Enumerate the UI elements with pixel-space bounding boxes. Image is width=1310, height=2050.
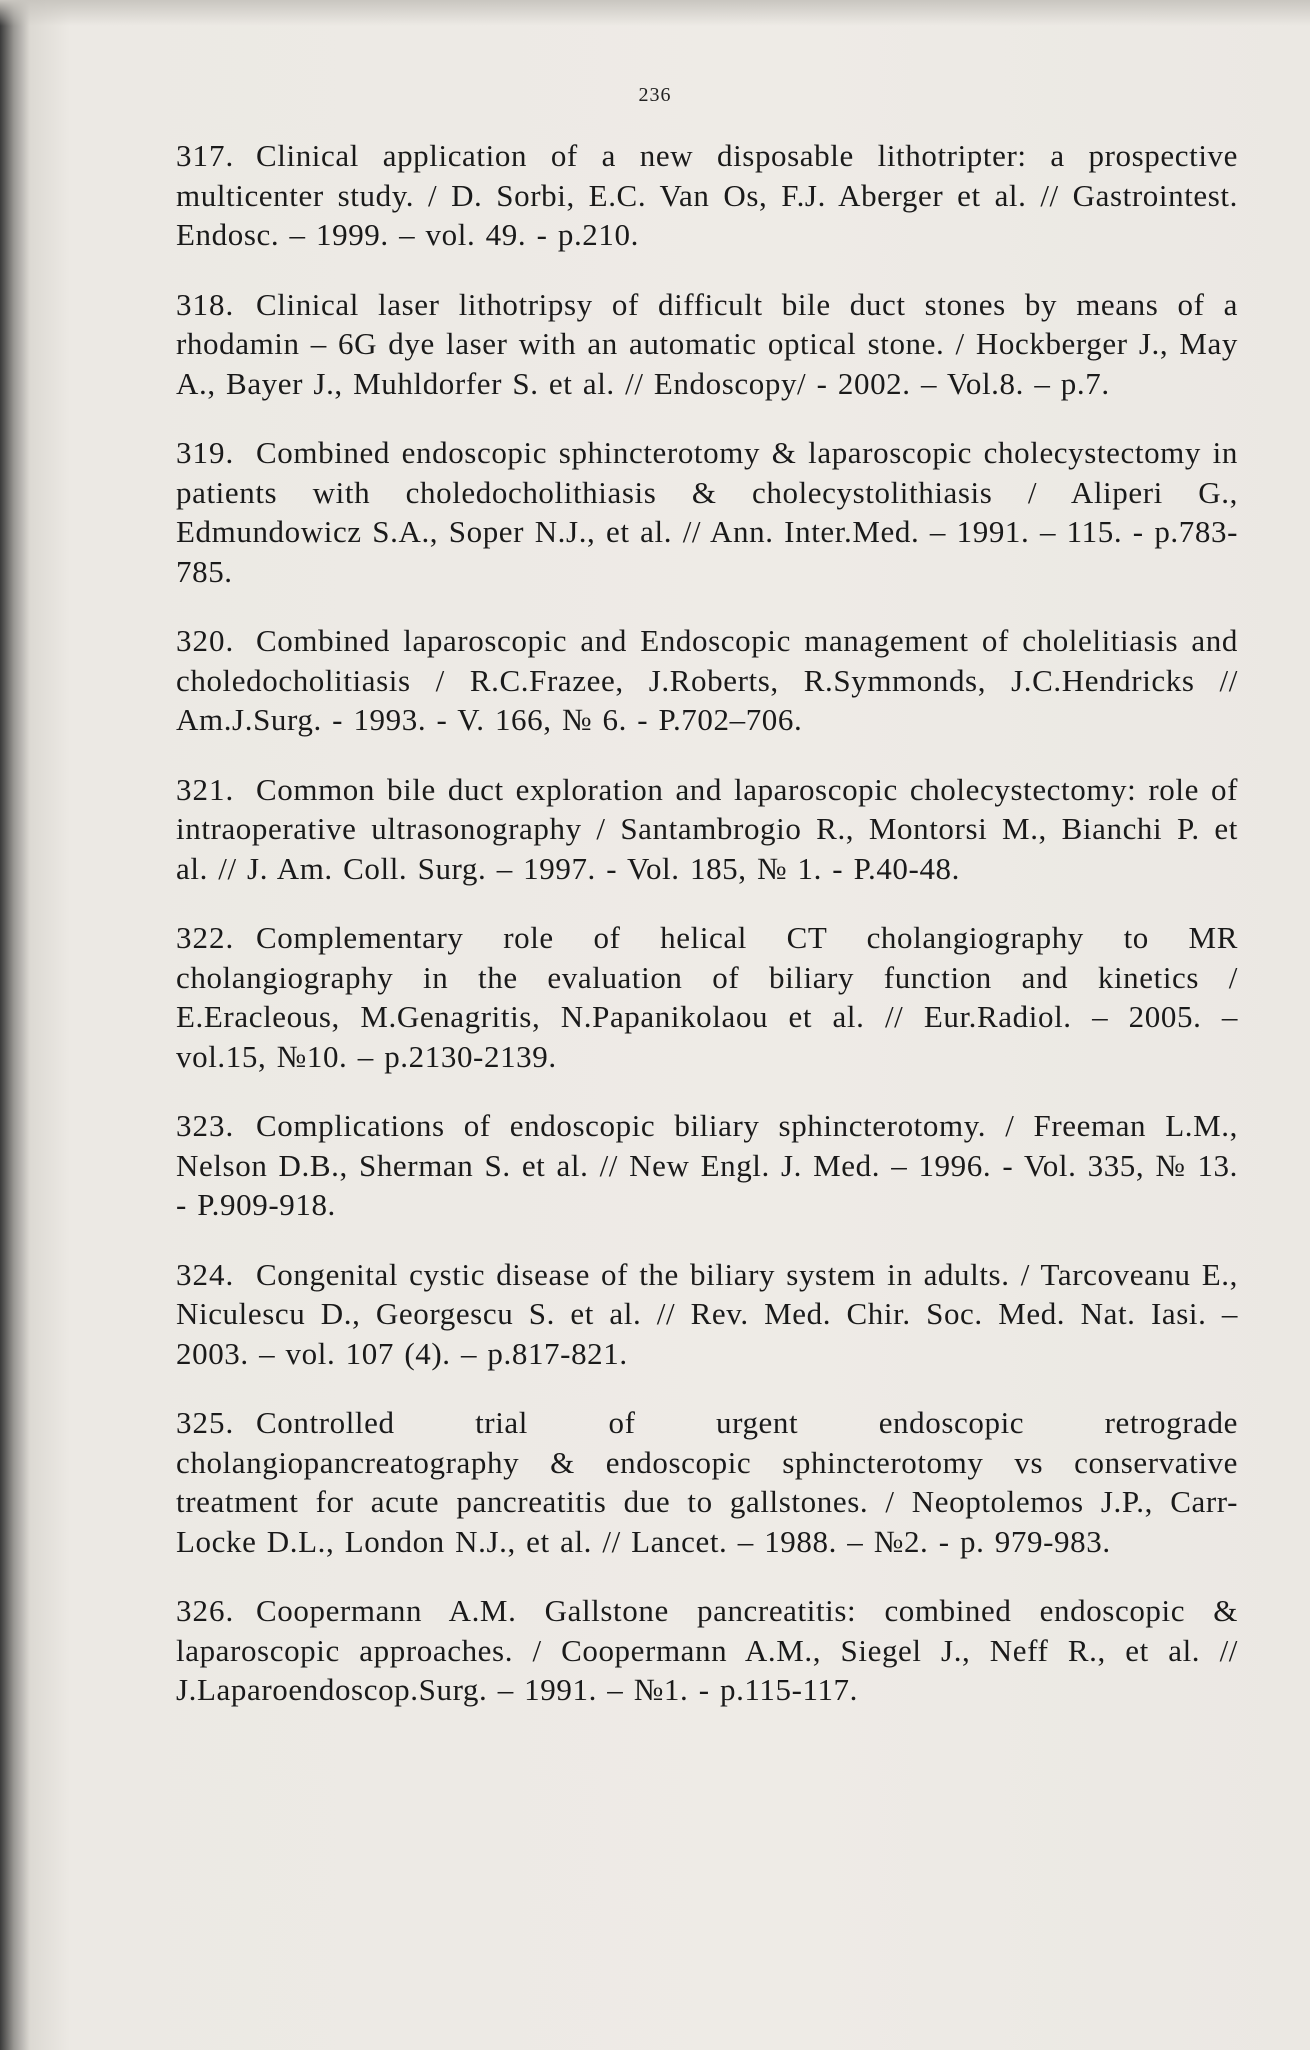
reference-item bbox=[176, 1255, 1238, 1374]
reference-item bbox=[176, 770, 1238, 889]
page-number: 236 bbox=[638, 84, 672, 106]
reference-list bbox=[176, 136, 1238, 1740]
reference-number: 321. bbox=[176, 771, 235, 807]
reference-text: Controlled trial of urgent endoscopic retrograde cholangiopancreatography & endoscopic sphincterotomy vs conservative treatment for acute pancreatitis due to gallstones. / Neoptolemos J.P., Carr-Locke D.L., London N.J., et al. // Lancet. – 1988. – №2. - p. 979-983. bbox=[176, 1405, 1238, 1559]
reference-text: Congenital cystic disease of the biliary system in adults. / Tarcoveanu E., Niculescu D., Georgescu S. et al. // Rev. Med. Chir. Soc. Med. Nat. Iasi. – 2003. – vol. 107 (4). – p.817-821. bbox=[176, 1256, 1238, 1371]
reference-text: Coopermann A.M. Gallstone pancreatitis: combined endoscopic & laparoscopic approaches. / Coopermann A.M., Siegel J., Neff R., et al. // J.Laparoendoscop.Surg. – 1991. – №1. - p.115-117. bbox=[176, 1593, 1238, 1707]
reference-text: Complementary role of helical CT cholangiography to MR cholangiography in the evaluation of biliary function and kinetics / E.Eracleous, M.Genagritis, N.Papanikolaou et al. // Eur.Radiol. – 2005. – vol.15, №10. – p.2130-2139. bbox=[176, 920, 1238, 1074]
reference-number: 318. bbox=[176, 286, 235, 322]
reference-text: Clinical application of a new disposable lithotripter: a prospective multicenter study. / D. Sorbi, E.C. Van Os, F.J. Aberger et al. // Gastrointest. Endosc. – 1999. – vol. 49. - p.210. bbox=[176, 138, 1238, 252]
reference-number: 323. bbox=[176, 1108, 235, 1143]
reference-number: 317. bbox=[176, 138, 235, 173]
reference-number: 326. bbox=[176, 1593, 235, 1628]
page-edge-shadow bbox=[0, 0, 1310, 26]
reference-item bbox=[176, 285, 1238, 404]
reference-text: Combined laparoscopic and Endoscopic management of cholelitiasis and choledocholitiasis / R.C.Frazee, J.Roberts, R.Symmonds, J.C.Hendricks // Am.J.Surg. - 1993. - V. 166, № 6. - P.702–706. bbox=[176, 623, 1238, 737]
reference-text: Complications of endoscopic biliary sphincterotomy. / Freeman L.M., Nelson D.B., Sherman S. et al. // New Engl. J. Med. – 1996. - Vol. 335, № 13. - P.909-918. bbox=[176, 1108, 1238, 1222]
reference-text: Common bile duct exploration and laparoscopic cholecystectomy: role of intraoperative ultrasonography / Santambrogio R., Montorsi M., Bianchi P. et al. // J. Am. Coll. Surg. – 1997. - Vol. 185, № 1. - P.40-48. bbox=[176, 771, 1238, 886]
reference-item bbox=[176, 621, 1238, 740]
reference-number: 320. bbox=[176, 623, 235, 658]
reference-item bbox=[176, 433, 1238, 591]
reference-number: 319. bbox=[176, 435, 235, 470]
reference-item bbox=[176, 1591, 1238, 1710]
reference-item bbox=[176, 1106, 1238, 1225]
reference-number: 324. bbox=[176, 1256, 235, 1292]
reference-item bbox=[176, 1403, 1238, 1561]
reference-number: 325. bbox=[176, 1405, 235, 1440]
reference-number: 322. bbox=[176, 920, 235, 955]
reference-item bbox=[176, 136, 1238, 255]
reference-text: Clinical laser lithotripsy of difficult bile duct stones by means of a rhodamin – 6G dye laser with an automatic optical stone. / Hockberger J., May A., Bayer J., Muhldorfer S. et al. // Endoscopy/ - 2002. – Vol.8. – p.7. bbox=[176, 286, 1238, 401]
reference-item bbox=[176, 918, 1238, 1076]
reference-text: Combined endoscopic sphincterotomy & laparoscopic cholecystectomy in patients with choledocholithiasis & cholecystolithiasis / Aliperi G., Edmundowicz S.A., Soper N.J., et al. // Ann. Inter.Med. – 1991. – 115. - p.783-785. bbox=[176, 435, 1238, 589]
